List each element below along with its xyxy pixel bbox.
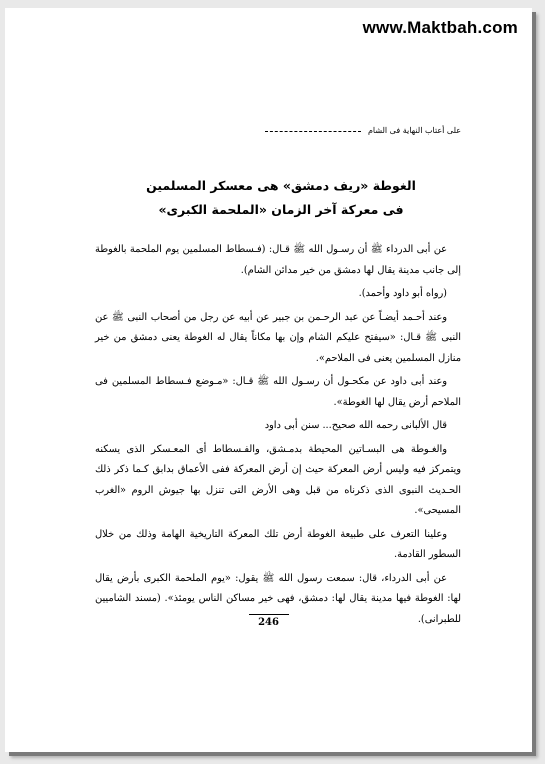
paragraph: وعند أبى داود عن مكحـول أن رسـول الله ﷺ قـال: «مـوضع فـسطاط المسلمين فى الملاحم أرض يقال لها الغوطة». [95, 376, 461, 408]
running-head [101, 126, 461, 135]
paragraph: عن أبى الدرداء ﷺ أن رسـول الله ﷺ قـال: (فـسطاط المسلمين يوم الملحمة بالغوطة إلى جانب مدينة يقال لها دمشق من خير مدائن الشام). [95, 244, 461, 276]
paragraph: عن أبى الدرداء، قال: سمعت رسول الله ﷺ يقول: «يوم الملحمة الكبرى بأرض يقال لها: الغوطة فيها مدينة يقال لها: دمشق، فهى خير مساكن الناس يومئذ». (مسند الشاميين للطبرانى). [95, 572, 461, 625]
paragraph: (رواه أبو داود وأحمد). [358, 288, 447, 299]
chapter-title-line-1: الغوطة «ريف دمشق» هى معسكر المسلمين [146, 178, 416, 193]
chapter-title [101, 174, 461, 222]
chapter-title-line-2: فى معركة آخر الزمان «الملحمة الكبرى» [158, 202, 404, 217]
page-number [5, 614, 532, 628]
book-page [5, 8, 532, 752]
site-watermark: www.Maktbah.com [362, 18, 518, 37]
paragraph: قال الألبانى رحمه الله صحيح... سنن أبى داود [264, 420, 447, 431]
paragraph: والغـوطة هى البسـاتين المحيطة بدمـشق، والفـسطاط أى المعـسكر الذى يسكنه ويتمركز فيه وليس أرض المعركة حيث إن أرض المعركة ففى الأعماق بدابق كـما ذكر ذلك الحـديث النبوى الذى ذكرناه من قبل وهى الأرض التى تنزل بها جيوش الروم «الغرب المسيحى». [95, 443, 461, 516]
running-head-text: على أعتاب النهاية فى الشام [367, 126, 461, 135]
paragraph: وعند أحـمد أيضـاً عن عبد الرحـمن بن جبير عن أبيه عن رجل من أصحاب النبى ﷺ عن النبى ﷺ قـال: «سيفتح عليكم الشام وإن بها مكاناً يقال له الغوطة يعنى دمشق من خير منازل المسلمين يعنى فى الملاحم». [95, 311, 461, 364]
page-number-text: 246 [249, 614, 289, 628]
running-head-rule [265, 131, 361, 132]
body-text [95, 240, 461, 633]
paragraph: وعلينا التعرف على طبيعة الغوطة أرض تلك المعركة التاريخية الهامة وذلك من خلال السطور القادمة. [95, 528, 461, 560]
